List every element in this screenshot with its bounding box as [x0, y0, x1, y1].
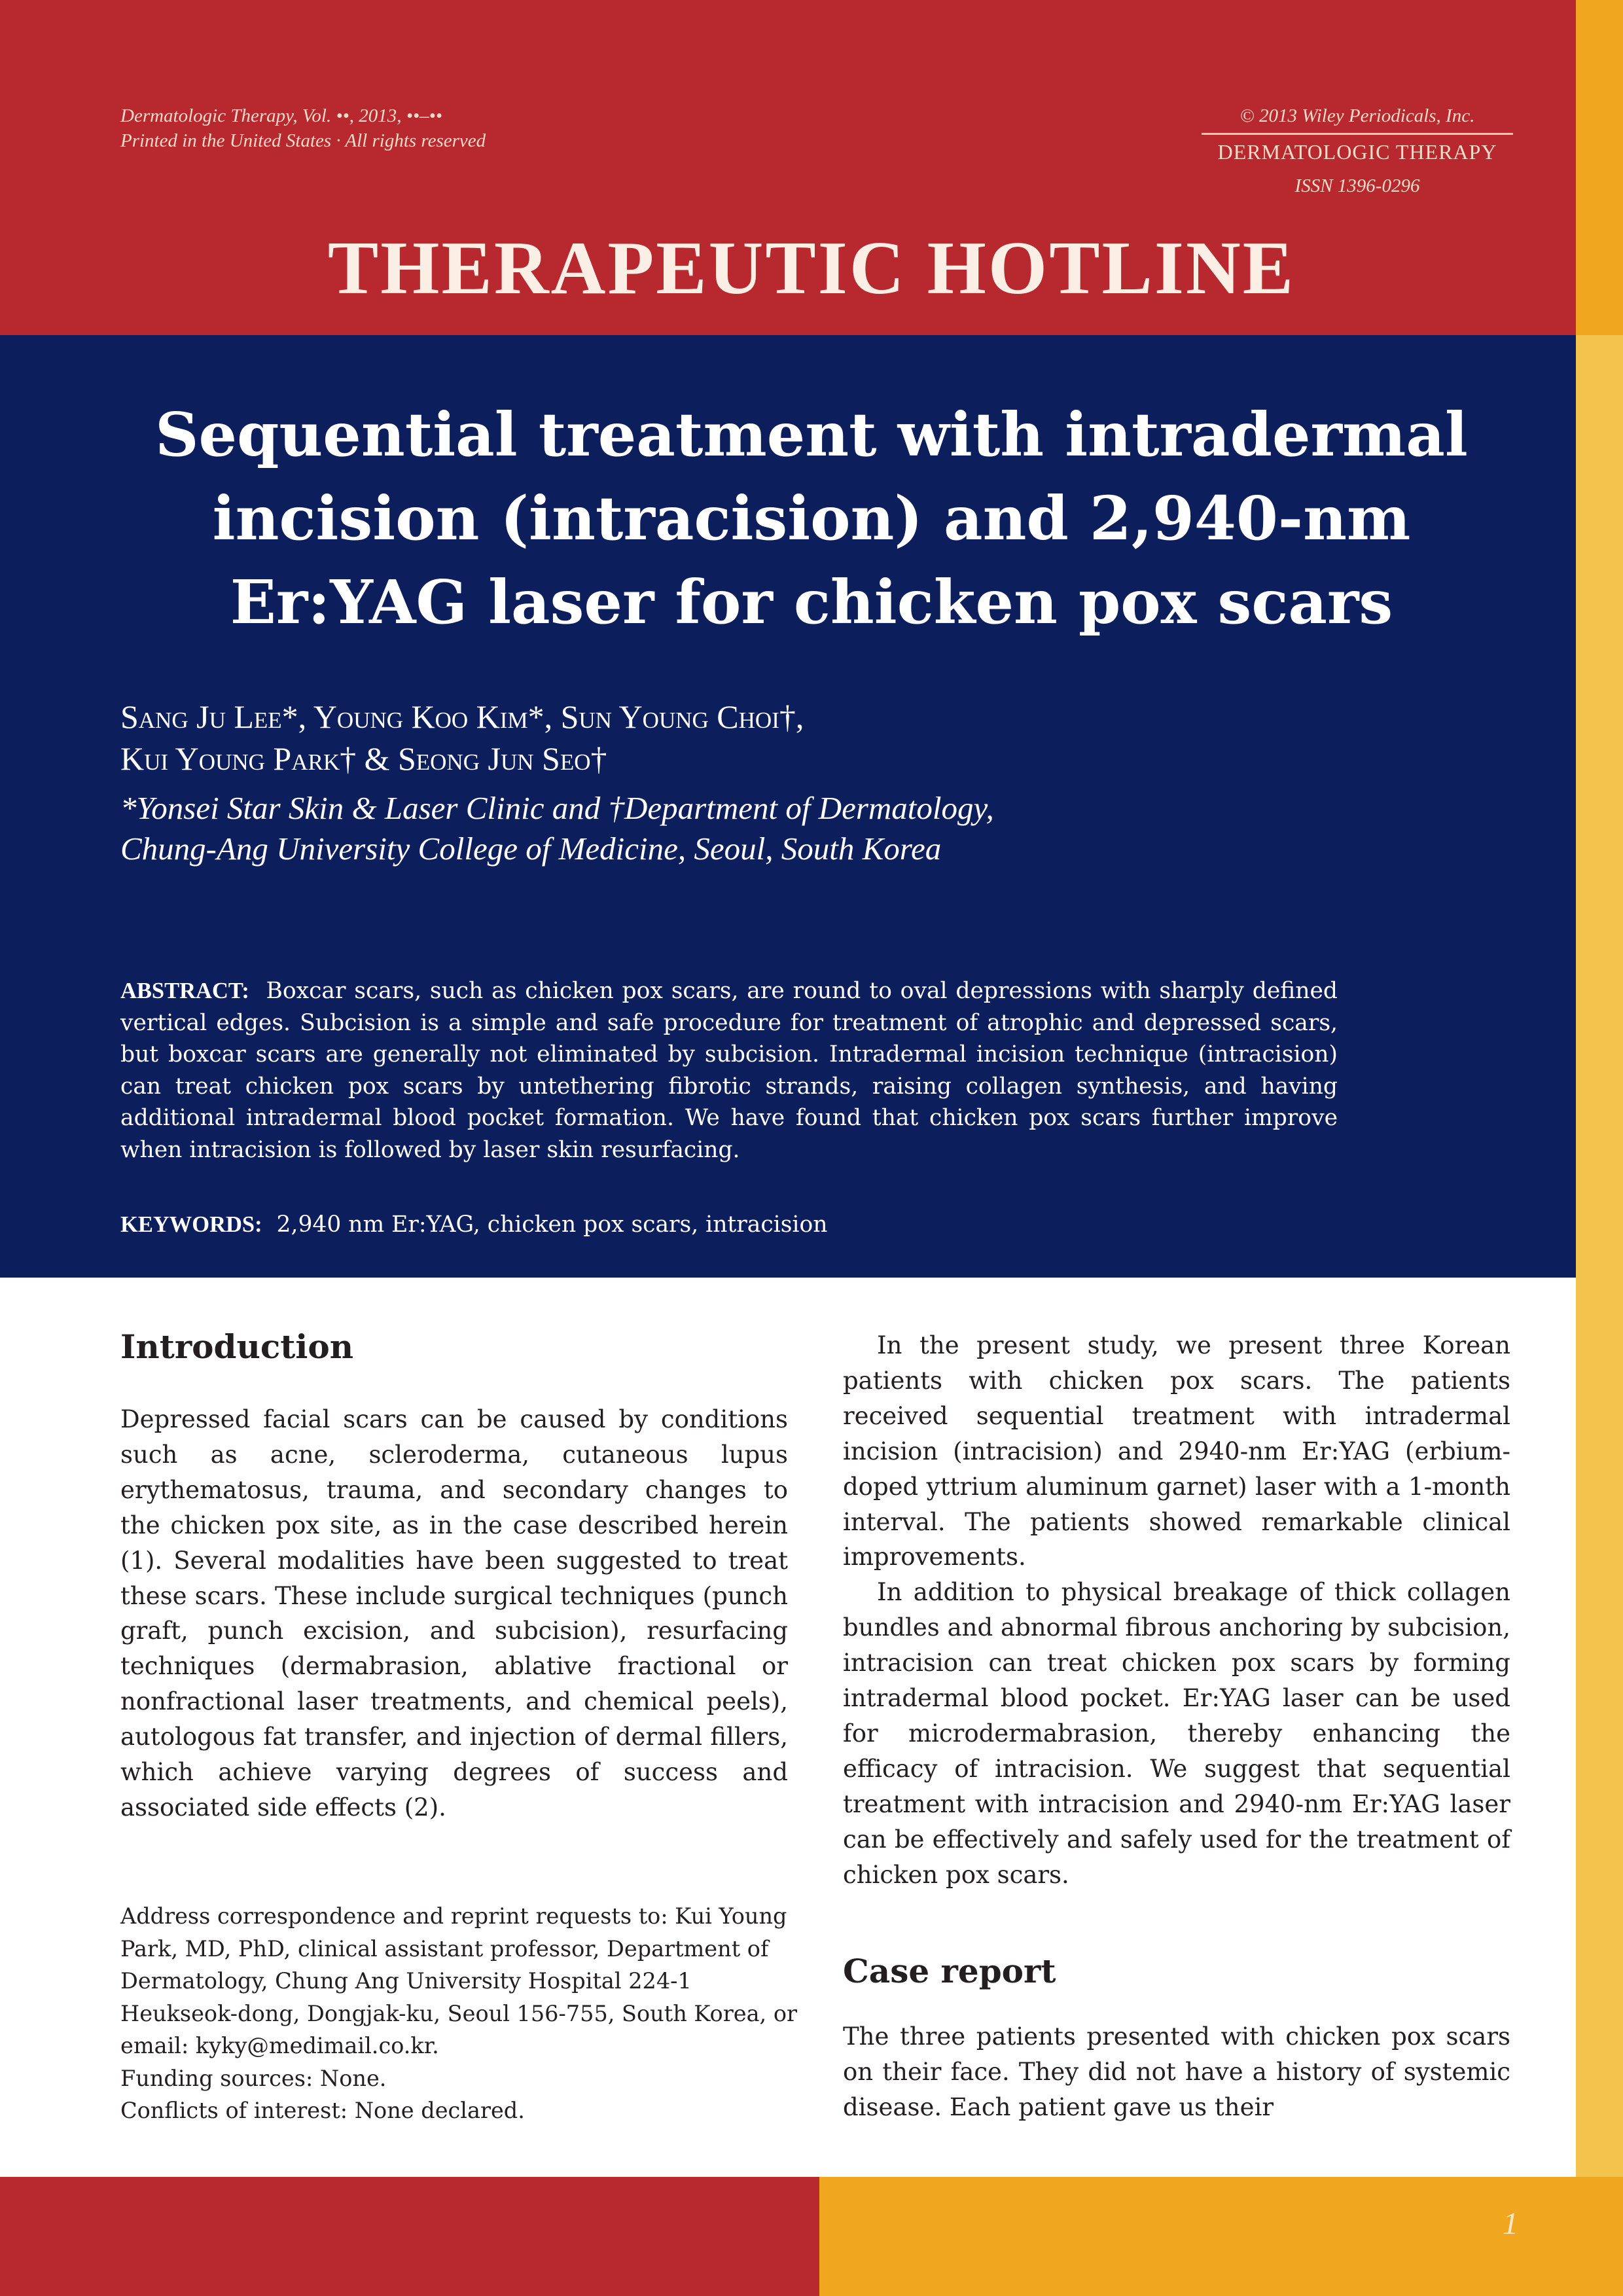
introduction-paragraph: Depressed facial scars can be caused by conditions such as acne, scleroderma, cutaneous lupus erythematosus, trauma, and secondary changes to the chicken pox site, as in the case described herein (1). Several modalities have been suggested to treat these scars. These include surgical techniques (punch graft, punch excision, and subcision), resurfacing techniques (dermabrasion, ablative fractional or nonfractional laser treatments, and chemical peels), autologous fat transfer, and injection of dermal fillers, which achieve varying degrees of success and associated side effects (2).: [120, 1405, 788, 1821]
printed-notice: Printed in the United States · All rights reserved: [120, 130, 486, 151]
journal-citation: Dermatologic Therapy, Vol. ••, 2013, ••–••: [120, 105, 442, 126]
body-paragraph: In addition to physical breakage of thick collagen bundles and abnormal fibrous anchoring by subcision, intracision can treat chicken pox scars by forming intradermal blood pocket. Er:YAG laser can be used for microdermabrasion, thereby enhancing the efficacy of intracision. We suggest that sequential treatment with intracision and 2940-nm Er:YAG laser can be effectively and safely used for the treatment of chicken pox scars.: [843, 1578, 1510, 1889]
case-report-paragraph: The three patients presented with chicken pox scars on their face. They did not have a history of systemic disease. Each patient gave us their: [843, 2022, 1510, 2121]
article-title: [79, 393, 1544, 644]
author-line: Sang Ju Lee*, Young Koo Kim*, Sun Young Choi†,: [120, 698, 804, 735]
side-accent-strip: [1576, 335, 1623, 2177]
case-report-heading: Case report: [843, 1952, 1056, 1990]
keywords-label: KEYWORDS:: [120, 1212, 262, 1237]
footer-band-left: [0, 2177, 819, 2296]
footnote-line: email: kyky@medimail.co.kr.: [120, 2033, 439, 2058]
footnote-line: Park, MD, PhD, clinical assistant professor, Department of: [120, 1935, 769, 1962]
title-line: incision (intracision) and 2,940-nm: [212, 483, 1411, 554]
copyright-notice: © 2013 Wiley Periodicals, Inc.: [1240, 105, 1475, 126]
author-line: Kui Young Park† & Seong Jun Seo†: [120, 740, 607, 777]
footnote-line: Funding sources: None.: [120, 2065, 387, 2091]
title-line: Sequential treatment with intradermal: [155, 399, 1468, 470]
affiliation-line: Chung-Ang University College of Medicine, Seoul, South Korea: [120, 831, 942, 867]
footnote-line: Heukseok-dong, Dongjak-ku, Seoul 156-755, South Korea, or: [120, 2000, 798, 2026]
page-number: 1: [1503, 2206, 1518, 2241]
footnote-line: Conflicts of interest: None declared.: [120, 2098, 525, 2123]
keywords-text: 2,940 nm Er:YAG, chicken pox scars, intracision: [276, 1211, 828, 1238]
introduction-heading: Introduction: [120, 1327, 354, 1366]
abstract-text: Boxcar scars, such as chicken pox scars, are round to oval depressions with sharply defined vertical edges. Subcision is a simple and safe procedure for treatment of atrophic and depressed scars, but boxcar scars are generally not eliminated by subcision. Intradermal incision technique (intracision) can treat chicken pox scars by untethering fibrotic strands, raising collagen synthesis, and having additional intradermal blood pocket formation. We have found that chicken pox scars further improve when intracision is followed by laser skin resurfacing.: [120, 978, 1338, 1163]
issn: ISSN 1396-0296: [1294, 175, 1420, 196]
affiliation: [120, 788, 994, 869]
affiliation-line: *Yonsei Star Skin & Laser Clinic and †Department of Dermatology,: [120, 790, 994, 826]
header-divider: [1202, 133, 1513, 135]
footnote-line: Dermatology, Chung Ang University Hospital 224-1: [120, 1968, 692, 1994]
author-list: [120, 696, 804, 780]
right-column: [843, 1328, 1510, 1893]
footnote-line: Address correspondence and reprint requests to: Kui Young: [120, 1903, 787, 1929]
section-banner: THERAPEUTIC HOTLINE: [327, 226, 1296, 310]
body-paragraph: In the present study, we present three Korean patients with chicken pox scars. The patients received sequential treatment with intradermal incision (intracision) and 2940-nm Er:YAG (erbium-doped yttrium aluminum garnet) laser with a 1-month interval. The patients showed remarkable clinical improvements.: [843, 1331, 1510, 1571]
journal-name: DERMATOLOGIC THERAPY: [1217, 140, 1497, 164]
keywords: [120, 1209, 827, 1240]
correspondence-footnote: [120, 1900, 798, 2127]
abstract-label: ABSTRACT:: [120, 978, 249, 1003]
title-line: Er:YAG laser for chicken pox scars: [230, 567, 1393, 637]
abstract: [120, 975, 1338, 1166]
